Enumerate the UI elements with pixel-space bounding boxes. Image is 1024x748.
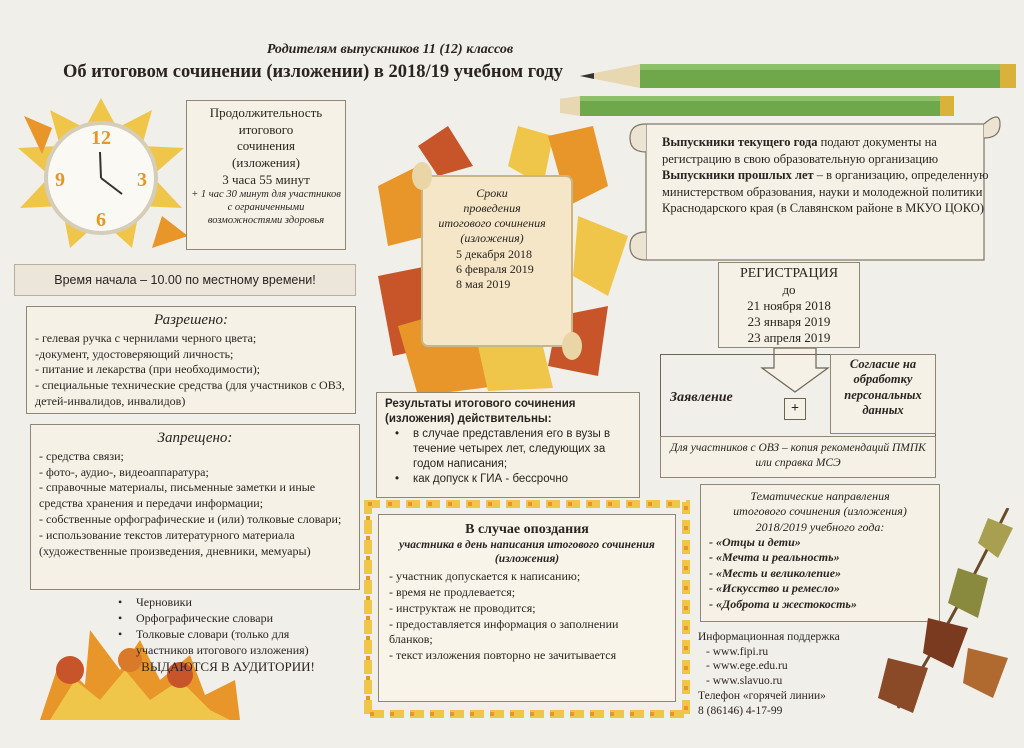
consent-box — [830, 354, 936, 434]
list-item: - средства связи; — [39, 448, 124, 463]
results-list — [385, 427, 631, 487]
duration-note: + 1 час 30 минут для участников с ограниченными возможностями здоровья — [191, 189, 341, 227]
clock-numeral-6: 6 — [96, 209, 106, 231]
list-item: • как допуск к ГИА - бессрочно — [385, 472, 631, 487]
exam-date: 8 мая 2019 — [456, 277, 511, 292]
allowed-list — [35, 331, 347, 410]
graduates-current-label: Выпускники текущего года — [662, 135, 818, 149]
list-item: • Орфографические словари — [108, 610, 348, 626]
exam-date: 6 февраля 2019 — [456, 262, 534, 277]
start-time-box — [14, 264, 356, 296]
late-box — [378, 514, 676, 702]
info-block — [698, 630, 878, 718]
list-item: - использование текстов литературного материала (художественные произведения, дневники, мемуары) — [39, 527, 311, 558]
late-title: В случае опоздания — [465, 522, 589, 537]
graduates-text — [662, 134, 990, 217]
ovz-note-text: Для участников с ОВЗ – копия рекомендаций ПМПК или справка МСЭ — [670, 442, 926, 469]
pencil-top — [580, 64, 1016, 88]
graduates-past-label: Выпускники прошлых лет — [662, 168, 814, 182]
branch-leaves-decoration — [868, 508, 1018, 728]
list-item: - инструктаж не проводится; — [389, 600, 536, 615]
results-box — [376, 392, 640, 498]
topic-item: - «Доброта и жестокость» — [709, 596, 857, 611]
hotline-number: 8 (86146) 4-17-99 — [698, 704, 783, 717]
duration-line: итогового — [238, 121, 294, 137]
dates-heading-line: Сроки — [476, 186, 508, 200]
registration-title: РЕГИСТРАЦИЯ — [739, 266, 839, 281]
clock-hand-minute — [100, 152, 101, 178]
registration-date: 21 ноября 2018 — [747, 297, 831, 313]
list-item: • Черновики — [108, 594, 348, 610]
consent-line: персональных — [844, 387, 922, 402]
late-list — [389, 569, 665, 664]
dates-list — [456, 247, 576, 292]
list-item: - предоставляется информация о заполнении бланков; — [389, 616, 619, 647]
given-out-block — [108, 594, 348, 676]
graduates-past — [662, 167, 990, 217]
plus-sign: + — [784, 398, 806, 420]
list-item: • в случае представления его в вузы в течение четырех лет, следующих за годом написания; — [385, 427, 631, 472]
forbidden-box — [30, 424, 360, 590]
results-title: Результаты итогового сочинения (изложения) действительны: — [385, 398, 576, 425]
exam-date: 5 декабря 2018 — [456, 247, 533, 261]
clock-illustration — [12, 98, 190, 256]
dates-scroll — [424, 186, 560, 246]
dates-heading-line: итогового сочинения — [438, 215, 546, 230]
topics-heading-line: Тематические направления — [750, 489, 890, 503]
duration-line: сочинения — [236, 138, 296, 154]
duration-value: 3 часа 55 минут — [222, 171, 310, 187]
allowed-box — [26, 306, 356, 414]
duration-line: (изложения) — [232, 154, 300, 170]
info-title: Информационная поддержка — [698, 631, 840, 643]
topic-item: - «Искусство и ремесло» — [709, 581, 840, 596]
topics-heading-line: 2018/2019 учебного года: — [755, 519, 885, 534]
graduates-current-text: подают документы на регистрацию в свою образовательную организацию — [662, 135, 939, 166]
list-item: - фото-, аудио-, видеоаппаратура; — [39, 464, 209, 479]
consent-line: Согласие на — [849, 357, 917, 371]
given-out-footer: ВЫДАЮТСЯ В АУДИТОРИИ! — [141, 659, 315, 675]
topic-item: - «Отцы и дети» — [709, 535, 801, 550]
list-item: - гелевая ручка с чернилами черного цвета; — [35, 330, 257, 345]
registration-date: 23 января 2019 — [747, 313, 831, 329]
forbidden-list — [39, 449, 351, 560]
allowed-title: Разрешено: — [153, 312, 229, 328]
hotline-label: Телефон «горячей линии» — [698, 689, 826, 702]
dates-heading-line: (изложения) — [460, 230, 524, 245]
list-item: - специальные технические средства (для участников с ОВЗ, детей-инвалидов, инвалидов) — [35, 378, 345, 409]
ovz-note-box — [660, 436, 936, 478]
graduates-past-text: – в организацию, определенную министерством образования, науки и молодежной политики Краснодарского края (в Славянском районе в МКУО ЦОКО) — [662, 168, 989, 215]
graduates-current — [662, 134, 990, 167]
consent-line: обработку — [853, 372, 913, 387]
subtitle: Родителям выпускников 11 (12) классов — [266, 42, 514, 57]
list-item: - время не продлевается; — [389, 584, 516, 599]
list-item: -документ, удостоверяющий личность; — [35, 346, 234, 361]
application-label: Заявление — [670, 390, 733, 405]
page-title: Об итоговом сочинении (изложении) в 2018/19 учебном году — [63, 62, 563, 82]
list-item: - участник допускается к написанию; — [389, 569, 581, 584]
given-out-list — [108, 594, 348, 658]
topic-item: - «Мечта и реальность» — [709, 550, 840, 565]
info-site: - www.slavuo.ru — [706, 675, 783, 688]
late-subtitle: участника в день написания итогового сочинения (изложения) — [399, 539, 655, 566]
consent-line: данных — [862, 402, 904, 417]
clock-numeral-3: 3 — [137, 169, 147, 191]
registration-box — [718, 262, 860, 348]
duration-line: Продолжительность — [209, 105, 323, 120]
duration-box — [186, 100, 346, 250]
clock-numeral-12: 12 — [91, 127, 111, 149]
list-item: - собственные орфографические и (или) толковые словари; — [39, 512, 342, 527]
list-item: - справочные материалы, письменные заметки и иные средства хранения и передачи информации; — [39, 480, 316, 511]
list-item: - питание и лекарства (при необходимости); — [35, 362, 261, 377]
start-time-text: Время начала – 10.00 по местному времени! — [54, 273, 316, 287]
topic-item: - «Месть и великолепие» — [709, 565, 842, 580]
forbidden-title: Запрещено: — [157, 430, 233, 446]
registration-date: 23 апреля 2019 — [747, 329, 831, 345]
clock-numeral-9: 9 — [55, 169, 65, 191]
topics-heading-line: итогового сочинения (изложения) — [733, 504, 907, 519]
list-item: - текст изложения повторно не зачитывается — [389, 648, 617, 663]
info-site: - www.fipi.ru — [706, 645, 769, 658]
info-site: - www.ege.edu.ru — [706, 660, 788, 673]
list-item: • Толковые словари (только для участников итогового изложения) — [108, 626, 348, 658]
registration-prep: до — [782, 282, 796, 298]
dates-heading-line: проведения — [463, 200, 521, 215]
